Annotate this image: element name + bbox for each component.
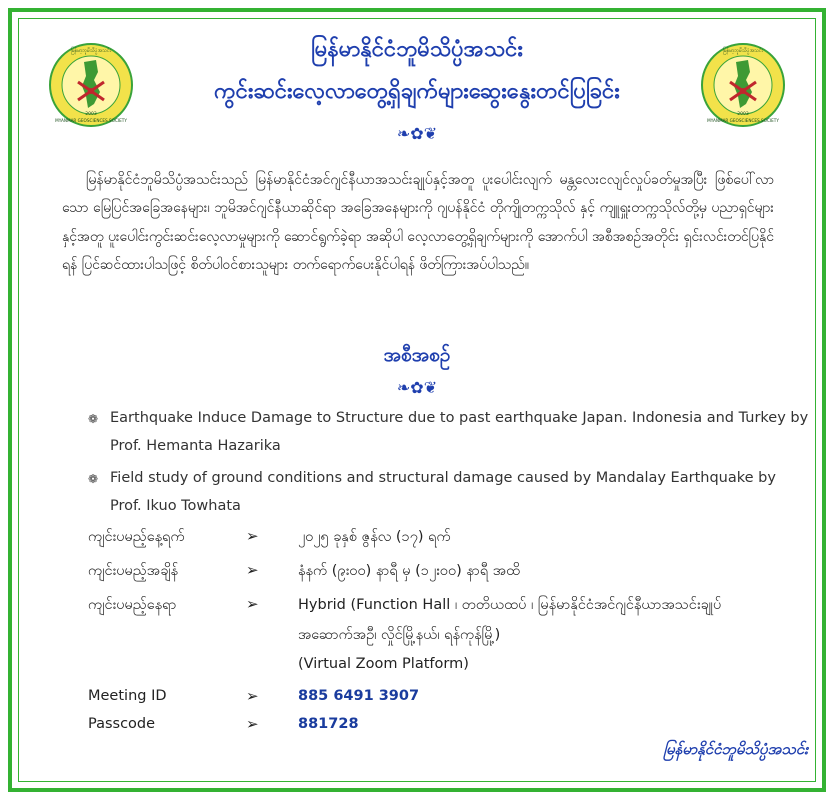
page-title: မြန်မာနိုင်ငံဘူမိသိပ္ပံအသင်း — [311, 37, 523, 62]
society-logo-right — [700, 42, 786, 128]
time-label: ကျင်းပမည့်အချိန် — [88, 563, 179, 579]
agenda-title: အစီအစဉ် — [383, 344, 451, 366]
venue-line-3: (Virtual Zoom Platform) — [298, 656, 469, 672]
agenda-item-1: Earthquake Induce Damage to Structure due to past earthquake Japan. Indonesia and Turkey by Prof. Hemanta Hazarika — [110, 410, 809, 454]
date-label: ကျင်းပမည့်နေ့ရက် — [88, 529, 185, 545]
bullet-icon: ❁ — [88, 472, 99, 486]
meeting-id-value[interactable]: 885 6491 3907 — [298, 688, 420, 704]
date-value: ၂၀၂၅ ခုနှစ် ဇွန်လ (၁၇) ရက် — [298, 529, 451, 545]
passcode-value[interactable]: 881728 — [298, 716, 359, 732]
arrow-icon: ➢ — [246, 687, 259, 705]
meeting-id-label: Meeting ID — [88, 688, 167, 704]
agenda-item-2: Field study of ground conditions and structural damage caused by Mandalay Earthquake by Prof. Ikuo Towhata — [110, 470, 776, 514]
logo-text-top: မြန်မာ့ဘူမိသိပ္ပံအသင်း — [70, 48, 112, 54]
venue-label: ကျင်းပမည့်နေရာ — [88, 597, 177, 613]
logo-year: 2003 — [85, 112, 97, 117]
intro-paragraph: မြန်မာနိုင်ငံဘူမိသိပ္ပံအသင်းသည် မြန်မာနိုင်ငံအင်ဂျင်နီယာအသင်းချုပ်နှင့်အတူ ပူးပေါင်းလျက် မန္တလေးငလျင်လှုပ်ခတ်မှုအပြီး ဖြစ်ပေါ်လာသော မြေပြင်အခြေအနေများ၊ ဘူမိအင်ဂျင်နီယာဆိုင်ရာ အခြေအနေများကို ဂျပန်နိုင်ငံ တိုကျိုတက္ကသိုလ် နှင့် ကျူရှူးတက္ကသိုလ်တို့မှ ပညာရှင်များ နှင့်အတူ ပူးပေါင်းကွင်းဆင်းလေ့လာမှုများကို ဆောင်ရွက်ခဲ့ရာ အဆိုပါ လေ့လာတွေ့ရှိချက်များကို အောက်ပါ အစီအစဉ်အတိုင်း ရှင်းလင်းတင်ပြနိုင်ရန် ပြင်ဆင်ထားပါသဖြင့် စိတ်ပါဝင်စားသူများ တက်ရောက်ပေးနိုင်ပါရန် ဖိတ်ကြားအပ်ပါသည်။ — [62, 172, 774, 274]
arrow-icon: ➢ — [246, 527, 259, 545]
ornament-divider-top: ❧✿❦ — [396, 124, 438, 143]
arrow-icon: ➢ — [246, 595, 259, 613]
logo-text-bottom: MYANMAR GEOSCIENCES SOCIETY — [707, 118, 779, 123]
passcode-label: Passcode — [88, 716, 156, 732]
bullet-icon: ❁ — [88, 412, 99, 426]
logo-text-top: မြန်မာ့ဘူမိသိပ္ပံအသင်း — [722, 48, 764, 54]
venue-line-2: အဆောက်အဦ၊ လှိုင်မြို့နယ်၊ ရန်ကုန်မြို့) — [298, 627, 501, 643]
footer-signature: မြန်မာနိုင်ငံဘူမိသိပ္ပံအသင်း — [663, 740, 808, 758]
arrow-icon: ➢ — [246, 561, 259, 579]
time-value: နံနက် (၉း၀၀) နာရီ မှ (၁၂း၀၀) နာရီ အထိ — [298, 563, 521, 579]
logo-year: 2003 — [737, 112, 749, 117]
society-logo-left — [48, 42, 134, 128]
logo-text-bottom: MYANMAR GEOSCIENCES SOCIETY — [55, 118, 127, 123]
venue-line-1: Hybrid (Function Hall ၊ တတိယထပ် ၊ မြန်မာနိုင်ငံအင်ဂျင်နီယာအသင်းချုပ် — [298, 597, 722, 613]
arrow-icon: ➢ — [246, 715, 259, 733]
ornament-divider-agenda: ❧✿❦ — [396, 378, 438, 397]
page-subtitle: ကွင်းဆင်းလေ့လာတွေ့ရှိချက်များဆွေးနွေးတင်ပြခြင်း — [214, 79, 620, 104]
